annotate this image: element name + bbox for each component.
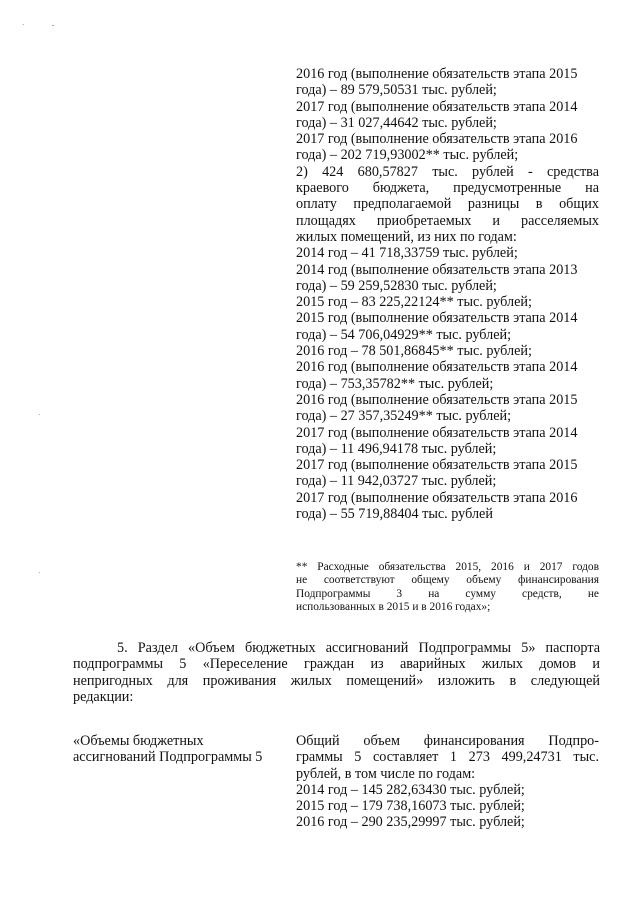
funding-line: 2015 год (выполнение обязательств этапа 2014 (296, 310, 578, 327)
funding-line: года) – 753,35782** тыс. рублей; (296, 375, 494, 392)
footnote-line: ** Расходные обязательства 2015, 2016 и 2017 годов (296, 561, 599, 573)
table-value-line: Общий объем финансирования Подпро- (296, 733, 599, 749)
funding-line: года) – 59 259,52830 тыс. рублей; (296, 277, 497, 294)
funding-line: 2016 год (выполнение обязательств этапа 2014 (296, 359, 578, 376)
funding-line: 2017 год (выполнение обязательств этапа 2016 (296, 489, 578, 506)
funding-line: года) – 11 942,03727 тыс. рублей; (296, 473, 497, 490)
funding-line: 2017 год (выполнение обязательств этапа 2016 (296, 131, 578, 148)
funding-line: года) – 27 357,35249** тыс. рублей; (296, 408, 512, 425)
funding-line: года) – 202 719,93002** тыс. рублей; (296, 147, 519, 164)
footnote-line: использованных в 2015 и в 2016 годах»; (296, 601, 491, 614)
funding-line: жилых помещений, из них по годам: (296, 228, 517, 245)
table-value-line: 2015 год – 179 738,16073 тыс. рублей; (296, 798, 525, 815)
funding-line: 2014 год (выполнение обязательств этапа 2013 (296, 261, 578, 278)
section-line: 5. Раздел «Объем бюджетных ассигнований Подпрограммы 5» паспорта (117, 640, 600, 656)
funding-line: 2016 год (выполнение обязательств этапа 2015 (296, 391, 578, 408)
footnote-line: Подпрограммы 3 на сумму средств, не (296, 587, 599, 600)
funding-line: 2017 год (выполнение обязательств этапа 2015 (296, 457, 578, 474)
section-line: подпрограммы 5 «Переселение граждан из аварийных жилых домов и (73, 656, 600, 673)
table-label-line: ассигнований Подпрограммы 5 (73, 749, 263, 766)
section-line: непригодных для проживания жилых помещений» изложить в следующей (73, 672, 600, 689)
funding-line: 2) 424 680,57827 тыс. рублей - средства (296, 163, 599, 180)
funding-line: года) – 54 706,04929** тыс. рублей; (296, 326, 512, 343)
funding-line: 2015 год – 83 225,22124** тыс. рублей; (296, 294, 532, 311)
funding-line: 2014 год – 41 718,33759 тыс. рублей; (296, 245, 518, 262)
scan-mark: · (22, 21, 25, 29)
footnote (296, 561, 599, 615)
scan-mark: · (38, 411, 41, 419)
funding-line: года) – 31 027,44642 тыс. рублей; (296, 114, 497, 131)
scan-mark: - (52, 21, 55, 29)
table-value-cell (296, 733, 599, 831)
funding-breakdown-block (296, 66, 599, 522)
funding-line: площадях приобретаемых и расселяемых (296, 212, 599, 229)
table-value-line: рублей, в том числе по годам: (296, 765, 476, 782)
section-5-paragraph (73, 640, 600, 705)
funding-line: краевого бюджета, предусмотренные на (296, 180, 599, 197)
table-value-line: 2016 год – 290 235,29997 тыс. рублей; (296, 814, 525, 831)
funding-line: 2016 год – 78 501,86845** тыс. рублей; (296, 343, 532, 360)
funding-line: года) – 55 719,88404 тыс. рублей (296, 506, 493, 523)
table-value-line: 2014 год – 145 282,63430 тыс. рублей; (296, 781, 525, 798)
funding-line: 2017 год (выполнение обязательств этапа 2014 (296, 98, 578, 115)
table-label-cell (73, 733, 283, 766)
funding-line: года) – 89 579,50531 тыс. рублей; (296, 82, 497, 99)
table-label-line: «Объемы бюджетных (73, 733, 204, 749)
funding-line: года) – 11 496,94178 тыс. рублей; (296, 440, 497, 457)
footnote-line: не соответствуют общему объему финансирования (296, 574, 599, 587)
funding-line: оплату предполагаемой разницы в общих (296, 196, 599, 213)
table-value-line: граммы 5 составляет 1 273 499,24731 тыс. (296, 749, 599, 766)
funding-line: 2016 год (выполнение обязательств этапа 2015 (296, 66, 578, 82)
funding-line: 2017 год (выполнение обязательств этапа 2014 (296, 424, 578, 441)
section-line: редакции: (73, 688, 134, 705)
scan-mark: · (38, 569, 41, 577)
